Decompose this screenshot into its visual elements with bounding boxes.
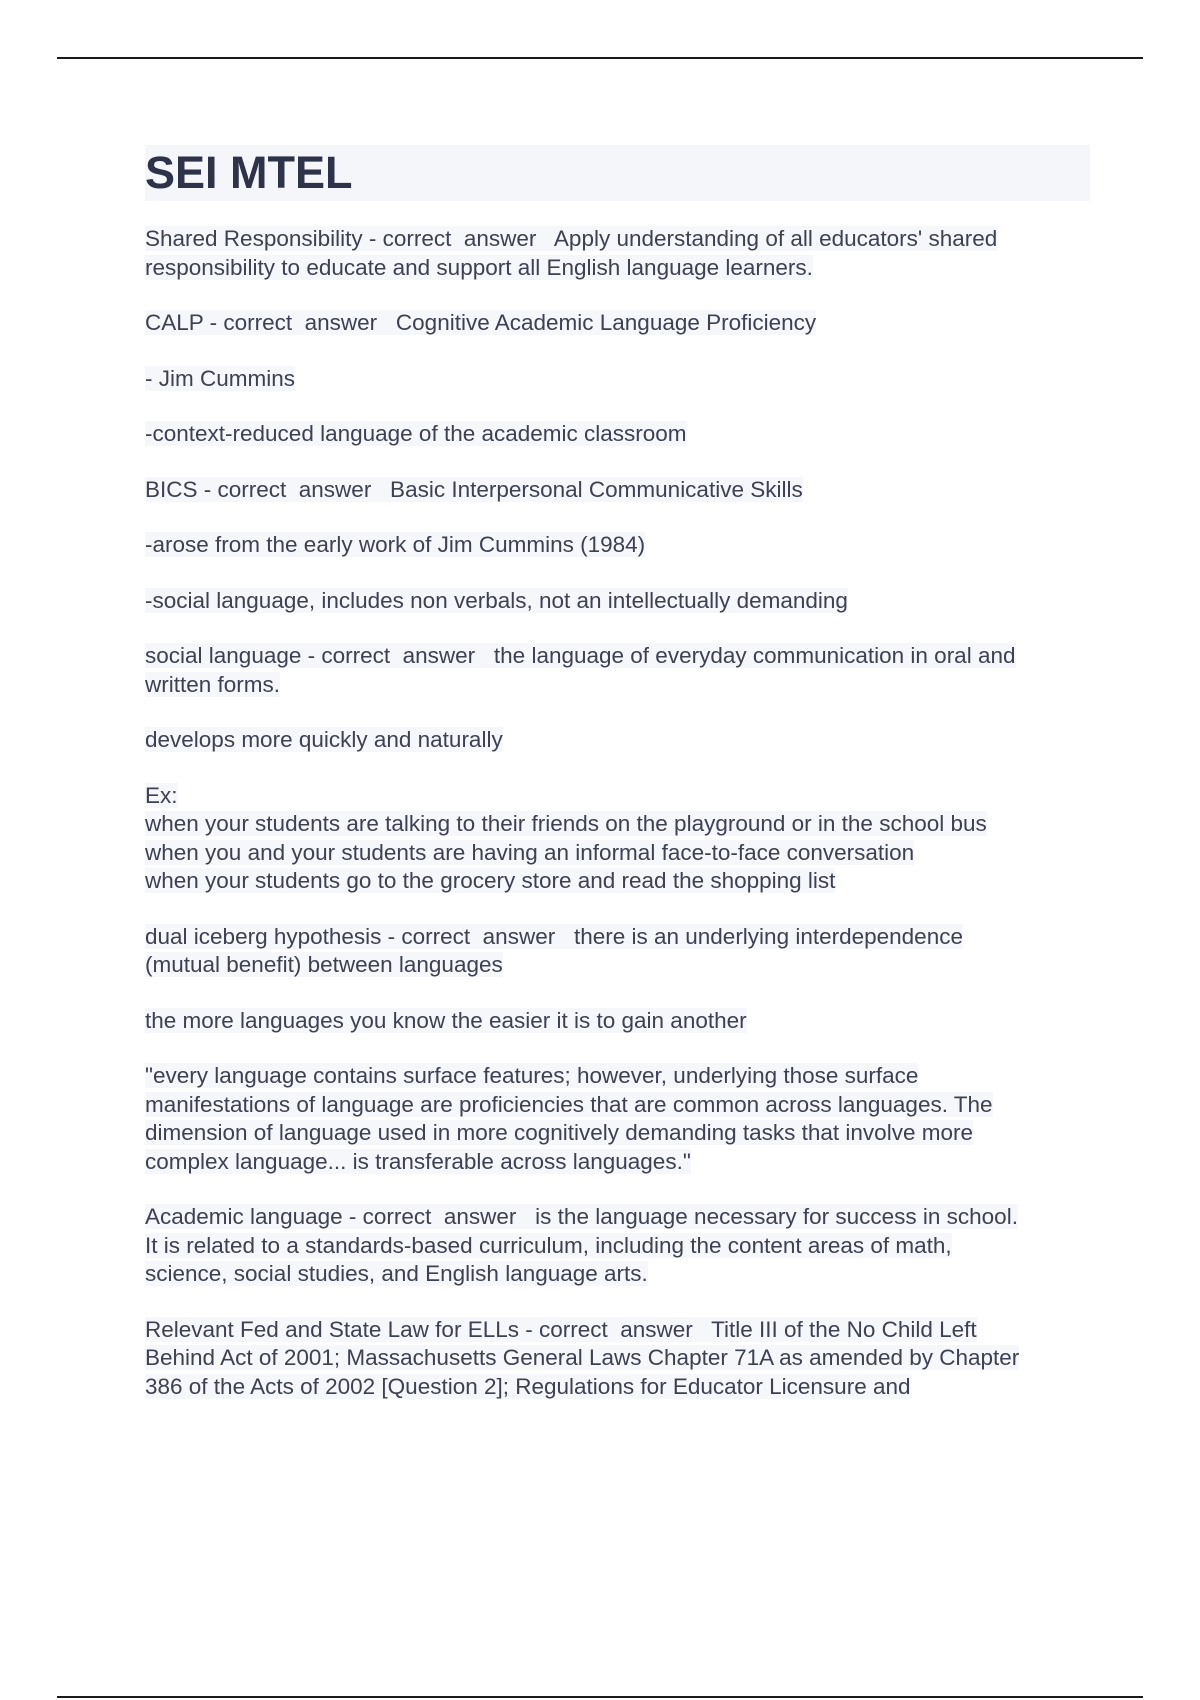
paragraph-more-languages: the more languages you know the easier it is to gain another — [145, 1007, 747, 1033]
top-divider — [57, 57, 1143, 59]
paragraph-dual-iceberg: dual iceberg hypothesis - correct answer there is an underlying interdependence (mutual benefit) between languages — [145, 923, 963, 977]
paragraph-calp: CALP - correct answer Cognitive Academic Language Proficiency — [145, 310, 817, 335]
paragraph-quote: "every language contains surface features; however, underlying those surface manifestations of language are proficiencies that are common across languages. The dimension of language used in more cognitively demanding tasks that involve more complex language... is transferable across languages." — [145, 1063, 993, 1174]
paragraph-social-language: social language - correct answer the language of everyday communication in oral and written forms. — [145, 643, 1016, 697]
paragraph-examples: Ex: when your students are talking to their friends on the playground or in the school bus when you and your students are having an informal face-to-face conversation when your students go to the grocery store and read the shopping list — [145, 782, 987, 893]
document-title: SEI MTEL — [145, 147, 353, 198]
paragraph-arose: -arose from the early work of Jim Cummins (1984) — [145, 532, 646, 557]
document-body — [145, 145, 1090, 1428]
paragraph-social-language-note: -social language, includes non verbals, not an intellectually demanding — [145, 587, 848, 613]
paragraph-relevant-law: Relevant Fed and State Law for ELLs - correct answer Title III of the No Child Left Behind Act of 2001; Massachusetts General Laws Chapter 71A as amended by Chapter 386 of the Acts of 2002 [Question 2]; Regulations for Educator Licensure and — [145, 1316, 1020, 1399]
paragraph-shared-responsibility: Shared Responsibility - correct answer Apply understanding of all educators' shared responsibility to educate and support all English language learners. — [145, 226, 998, 280]
paragraph-develops: develops more quickly and naturally — [145, 727, 503, 752]
title-bar — [145, 145, 1090, 201]
bottom-divider — [57, 1696, 1143, 1698]
paragraph-context-reduced: -context-reduced language of the academic classroom — [145, 421, 687, 446]
paragraph-bics: BICS - correct answer Basic Interpersonal Communicative Skills — [145, 476, 803, 502]
paragraph-jim-cummins: - Jim Cummins — [145, 365, 295, 391]
paragraph-academic-language: Academic language - correct answer is the language necessary for success in school. It is related to a standards-based curriculum, including the content areas of math, science, social studies, and English language arts. — [145, 1204, 1018, 1286]
